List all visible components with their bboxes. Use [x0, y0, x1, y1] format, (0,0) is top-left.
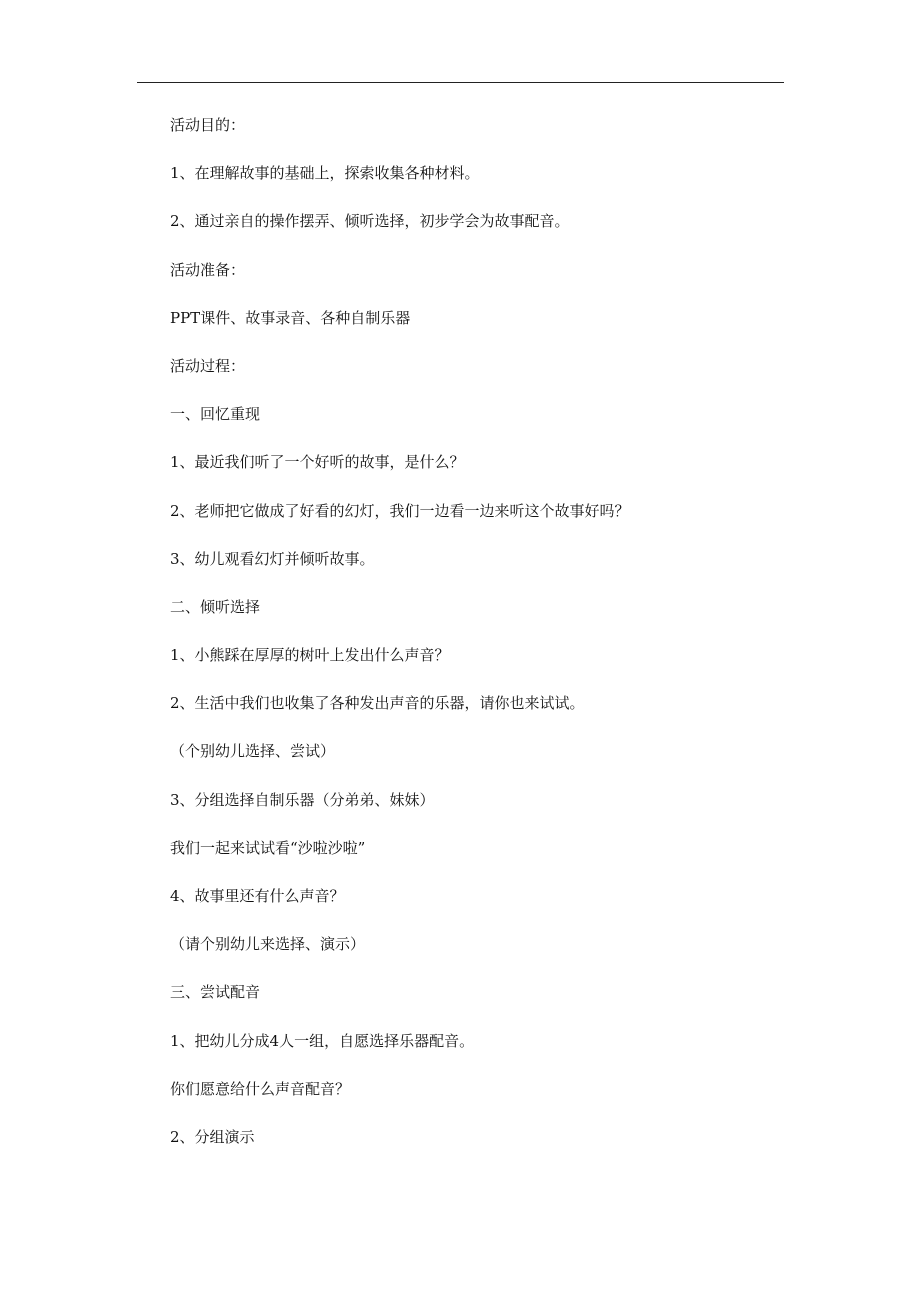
heading-activity-preparation: 活动准备： [170, 260, 246, 279]
heading-activity-goals: 活动目的： [170, 116, 246, 134]
section3-item-1: 1、把幼儿分成4人一组，自愿选择乐器配音。 [170, 1031, 475, 1050]
section3-item-2: 2、分组演示 [170, 1127, 255, 1146]
section2-item-4: 4、故事里还有什么声音？ [170, 887, 345, 905]
goal-item-1: 1、在理解故事的基础上，探索收集各种材料。 [170, 164, 480, 183]
header-rule [137, 82, 784, 83]
section-heading-1: 一、回忆重现 [170, 405, 261, 424]
section1-item-1: 1、最近我们听了一个好听的故事，是什么？ [170, 453, 465, 472]
section2-item-3: 3、分组选择自制乐器（分弟弟、妹妹） [170, 790, 435, 809]
section2-note-2: （请个别幼儿来选择、演示） [170, 935, 366, 954]
heading-activity-process: 活动过程： [170, 356, 246, 375]
goal-item-2: 2、通过亲自的操作摆弄、倾听选择，初步学会为故事配音。 [170, 212, 570, 231]
section-heading-3: 三、尝试配音 [170, 983, 261, 1002]
section3-text-1: 你们愿意给什么声音配音？ [170, 1079, 351, 1098]
preparation-materials: PPT课件、故事录音、各种自制乐器 [170, 308, 411, 327]
document-body [170, 113, 770, 1173]
section-heading-2: 二、倾听选择 [170, 597, 261, 616]
section2-note-1: （个别幼儿选择、尝试） [170, 742, 336, 761]
section1-item-3: 3、幼儿观看幻灯并倾听故事。 [170, 549, 375, 568]
section1-item-2: 2、老师把它做成了好看的幻灯，我们一边看一边来听这个故事好吗？ [170, 501, 630, 520]
section2-item-2: 2、生活中我们也收集了各种发出声音的乐器，请你也来试试。 [170, 694, 585, 713]
section2-item-1: 1、小熊踩在厚厚的树叶上发出什么声音？ [170, 646, 450, 665]
section2-text-1: 我们一起来试试看“沙啦沙啦” [170, 838, 366, 857]
